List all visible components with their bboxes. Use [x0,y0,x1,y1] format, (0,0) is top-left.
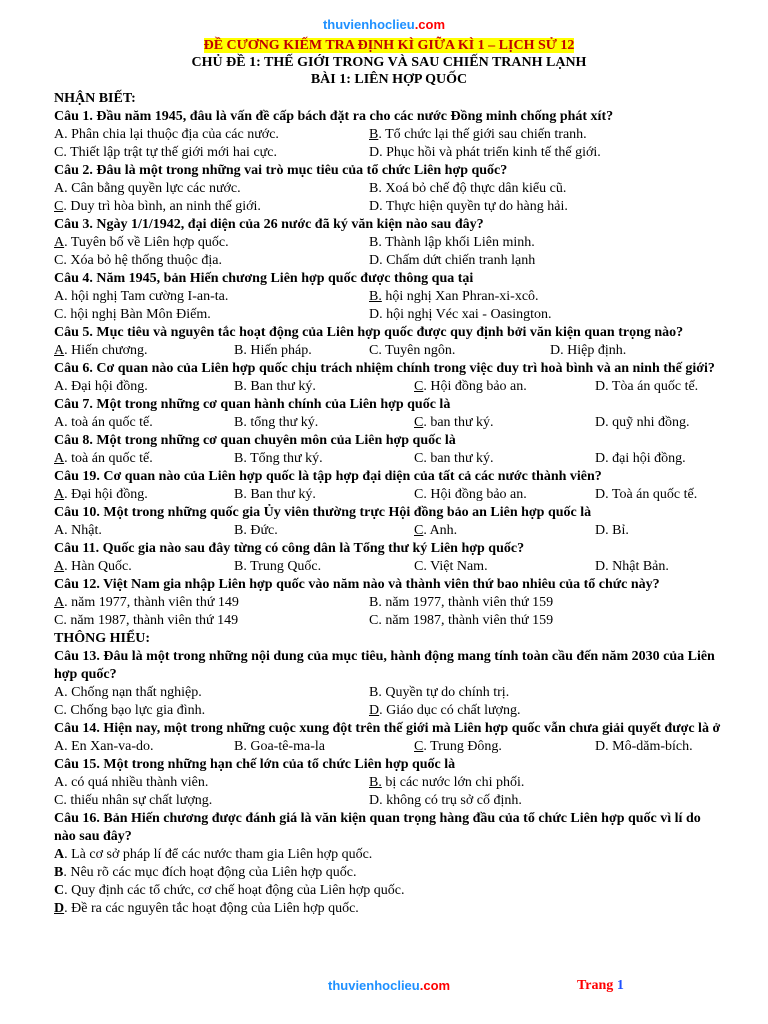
option-c: C. Tuyên ngôn. [369,343,456,358]
option-c: C. Chống bạo lực gia đình. [54,703,206,718]
option-b: B. Xoá bỏ chế độ thực dân kiểu cũ. [369,181,567,196]
option-b: B. Hiến pháp. [234,343,312,358]
doc-lesson: BÀI 1: LIÊN HỢP QUỐC [310,72,468,87]
question: Câu 1. Đầu năm 1945, đâu là vấn đề cấp bách đặt ra cho các nước Đồng minh chống phát xít? [54,109,614,124]
option-b: B. Quyền tự do chính trị. [369,685,510,700]
options-row [54,522,724,540]
option-d: D. Nhật Bản. [595,559,669,574]
options-row [54,234,724,252]
option-c: C. Hội đồng bảo an. [414,487,527,502]
option-c: C. hội nghị Bàn Môn Điếm. [54,307,211,322]
option-c: C. Việt Nam. [414,559,488,574]
option-b: B. Ban thư ký. [234,487,316,502]
question: Câu 19. Cơ quan nào của Liên hợp quốc là tập hợp đại diện của tất cả các nước thành viên? [54,469,602,484]
options-row [54,738,724,756]
question: Câu 4. Năm 1945, bản Hiến chương Liên hợp quốc được thông qua tại [54,271,474,286]
option-b: B. Thành lập khối Liên minh. [369,235,535,250]
option-a: A. Phân chia lại thuộc địa của các nước. [54,127,279,142]
option-a: A. En Xan-va-do. [54,739,154,754]
option-a: A. Tuyên bố về Liên hợp quốc. [54,235,229,250]
option-d: D. Thực hiện quyền tự do hàng hải. [369,199,568,214]
option-b: B. năm 1977, thành viên thứ 159 [369,595,554,610]
options-row [54,342,724,360]
option-c: C. Quy định các tổ chức, cơ chế hoạt động của Liên hợp quốc. [54,883,405,898]
option-d: D. Phục hồi và phát triển kinh tế thế giới. [369,145,601,160]
options-row [54,306,724,324]
option-d: D. quỹ nhi đồng. [595,415,690,430]
section-thong-hieu: THÔNG HIỂU: [54,631,151,646]
question: Câu 5. Mục tiêu và nguyên tắc hoạt động của Liên hợp quốc được quy định bởi văn kiện quan trọng nào? [54,325,684,340]
option-c: C. ban thư ký. [414,415,494,430]
footer-site: thuvienhoclieu.com [328,978,451,993]
option-d: D. Hiệp định. [550,343,627,358]
option-a: A. Hàn Quốc. [54,559,132,574]
question: Câu 11. Quốc gia nào sau đây từng có công dân là Tổng thư ký Liên hợp quốc? [54,541,525,556]
option-a: A. Đại hội đồng. [54,487,148,502]
option-a: A. Nhật. [54,523,102,538]
option-c: C. Xóa bỏ hệ thống thuộc địa. [54,253,222,268]
option-c: C. Thiết lập trật tự thế giới mới hai cực. [54,145,277,160]
option-a: A. toà án quốc tế. [54,415,153,430]
site-name: thuvienhoclieu [322,17,415,32]
option-d: D. Mô-dăm-bích. [595,739,693,754]
option-b: B. Ban thư ký. [234,379,316,394]
question: Câu 12. Việt Nam gia nhập Liên hợp quốc vào năm nào và thành viên thứ bao nhiêu của tổ chức này? [54,577,660,592]
options-row [54,702,724,720]
option-d: D. Tòa án quốc tế. [595,379,699,394]
option-a: A. có quá nhiều thành viên. [54,775,209,790]
options-row [54,774,724,792]
option-d: C. năm 1987, thành viên thứ 159 [369,613,554,628]
option-d: D. Toà án quốc tế. [595,487,698,502]
option-a: A. Đại hội đồng. [54,379,148,394]
options-row [54,288,724,306]
options-row [54,378,724,396]
question: Câu 8. Một trong những cơ quan chuyên môn của Liên hợp quốc là [54,433,456,448]
options-row [54,558,724,576]
options-row [54,144,724,162]
options-row [54,594,724,612]
options-row [54,792,724,810]
option-b: B. Tổng thư ký. [234,451,323,466]
option-c: C. thiếu nhân sự chất lượng. [54,793,213,808]
section-nhan-biet: NHẬN BIẾT: [54,91,136,106]
option-b: B. Đức. [234,523,278,538]
option-d: D. không có trụ sở cố định. [369,793,522,808]
options-row [54,180,724,198]
option-b: B. hội nghị Xan Phran-xi-xcô. [369,289,539,304]
option-d: D. Chấm dứt chiến tranh lạnh [369,253,536,268]
option-c: C. ban thư ký. [414,451,494,466]
site-header [0,14,768,36]
option-b: B. bị các nước lớn chi phối. [369,775,525,790]
question: Câu 10. Một trong những quốc gia Ủy viên thường trực Hội đồng bảo an Liên hợp quốc là [54,505,592,520]
option-c: C. Anh. [414,523,458,538]
option-b: B. Nêu rõ các mục đích hoạt động của Liên hợp quốc. [54,865,357,880]
option-d: D. Đề ra các nguyên tắc hoạt động của Liên hợp quốc. [54,901,359,916]
option-a: A. năm 1977, thành viên thứ 149 [54,595,239,610]
page-footer [0,978,768,998]
question: Câu 15. Một trong những hạn chế lớn của tổ chức Liên hợp quốc là [54,757,456,772]
option-d: D. hội nghị Véc xai - Oasington. [369,307,552,322]
option-b: B. Tổ chức lại thế giới sau chiến tranh. [369,127,587,142]
option-a: A. Chống nạn thất nghiệp. [54,685,202,700]
option-a: A. toà án quốc tế. [54,451,153,466]
option-a: A. Hiến chương. [54,343,148,358]
question: Câu 16. Bản Hiến chương được đánh giá là văn kiện quan trọng hàng đầu của tổ chức Liên hợp quốc vì lí do nào sau đây? [54,811,701,844]
doc-topic: CHỦ ĐỀ 1: THẾ GIỚI TRONG VÀ SAU CHIẾN TRANH LẠNH [191,55,587,70]
options-row [54,684,724,702]
option-a: A. Cân bằng quyền lực các nước. [54,181,241,196]
option-a: A. Là cơ sở pháp lí để các nước tham gia Liên hợp quốc. [54,847,373,862]
page-number: Trang 1 [577,978,624,993]
options-row [54,126,724,144]
option-b: B. tổng thư ký. [234,415,319,430]
document-body [54,37,724,918]
option-d: D. Giáo dục có chất lượng. [369,703,521,718]
options-row [54,198,724,216]
option-c: C. Trung Đông. [414,739,502,754]
site-domain: .com [414,17,446,32]
doc-title: ĐỀ CƯƠNG KIẾM TRA ĐỊNH KÌ GIỮA KÌ 1 – LỊCH SỬ 12 [203,38,575,53]
options-row [54,414,724,432]
question: Câu 7. Một trong những cơ quan hành chính của Liên hợp quốc là [54,397,451,412]
options-row [54,612,724,630]
option-c: C. năm 1987, thành viên thứ 149 [54,613,239,628]
question: Câu 13. Đâu là một trong những nội dung của mục tiêu, hành động mang tính toàn cầu đến năm 2030 của Liên hợp quốc? [54,649,715,682]
option-c: C. Duy trì hòa bình, an ninh thế giới. [54,199,261,214]
question: Câu 3. Ngày 1/1/1942, đại diện của 26 nước đã ký văn kiện nào sau đây? [54,217,484,232]
options-row [54,450,724,468]
question: Câu 6. Cơ quan nào của Liên hợp quốc chịu trách nhiệm chính trong việc duy trì hoà bình và an ninh thế giới? [54,361,715,376]
option-d: D. đại hội đồng. [595,451,686,466]
question: Câu 2. Đâu là một trong những vai trò mục tiêu của tổ chức Liên hợp quốc? [54,163,508,178]
option-b: B. Goa-tê-ma-la [234,739,325,754]
option-b: B. Trung Quốc. [234,559,322,574]
question: Câu 14. Hiện nay, một trong những cuộc xung đột trên thế giới mà Liên hợp quốc vẫn chưa giải quyết được là ở [54,721,721,736]
option-c: C. Hội đồng bảo an. [414,379,527,394]
option-a: A. hội nghị Tam cường I-an-ta. [54,289,229,304]
options-row [54,252,724,270]
options-row [54,486,724,504]
option-d: D. Bỉ. [595,523,629,538]
